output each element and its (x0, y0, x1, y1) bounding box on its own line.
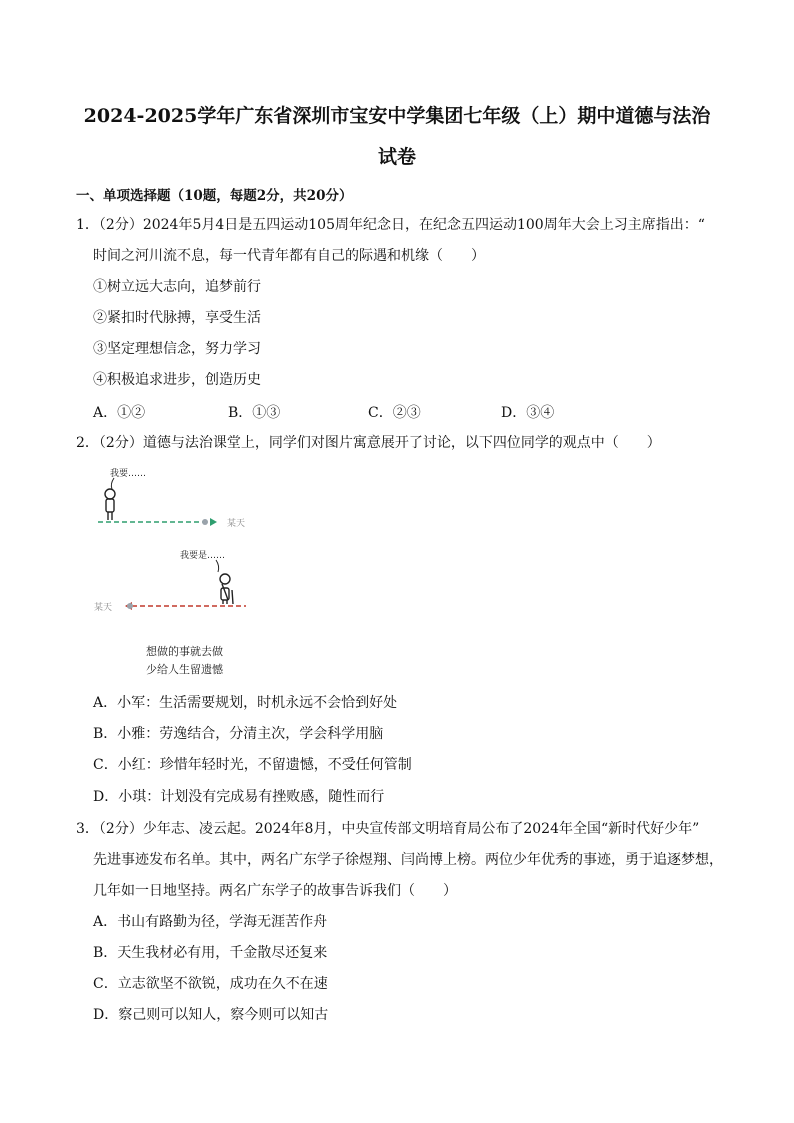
q2-option-a[interactable]: A．小军：生活需要规划，时机永远不会恰到好处 (93, 695, 398, 711)
q3-stem-line3: 几年如一日地坚持。两名广东学子的故事告诉我们（ ） (93, 883, 457, 899)
q2-option-d[interactable]: D．小琪：计划没有完成易有挫败感，随性而行 (93, 789, 385, 805)
q2-option-c[interactable]: C．小红：珍惜年轻时光，不留遗憾，不受任何管制 (93, 757, 412, 773)
q2-option-b[interactable]: B．小雅：劳逸结合，分清主次，学会科学用脑 (93, 726, 384, 742)
q3-option-a[interactable]: A．书山有路勤为径，学海无涯苦作舟 (93, 914, 328, 930)
caption-line1: 想做的事就去做 (146, 645, 223, 658)
q2-illustration (86, 462, 286, 682)
exam-title-line1: 2024-2025学年广东省深圳市宝安中学集团七年级（上）期中道德与法治 (83, 105, 711, 127)
q1-option-a[interactable]: A．①② (93, 405, 146, 421)
caption-line2: 少给人生留遗憾 (146, 663, 223, 676)
q1-stem-line1: 1．（2分）2024年5月4日是五四运动105周年纪念日，在纪念五四运动100周年大会上习主席指出：“ (76, 217, 705, 233)
q3-option-b[interactable]: B．天生我材必有用，千金散尽还复来 (93, 945, 328, 961)
label-top-text: 某天 (227, 519, 246, 529)
q3-stem-line1: 3．（2分）少年志、凌云起。2024年8月，中央宣传部文明培育局公布了2024年全国“新时代好少年” (76, 821, 700, 837)
q1-statement: ②紧扣时代脉搏，享受生活 (93, 310, 261, 326)
q1-option-c[interactable]: C．②③ (368, 405, 421, 421)
q3-option-c[interactable]: C．立志欲坚不欲锐，成功在久不在速 (93, 976, 328, 992)
q1-option-b[interactable]: B．①③ (228, 405, 281, 421)
bubble-top-text: 我要…… (110, 469, 147, 479)
q2-illustration-svg (86, 462, 286, 682)
bubble-bottom-text: 我要是…… (180, 551, 226, 561)
exam-title-line2: 试卷 (377, 146, 416, 168)
q2-stem-line1: 2．（2分）道德与法治课堂上，同学们对图片寓意展开了讨论，以下四位同学的观点中（ ） (76, 435, 661, 451)
q3-stem-line2: 先进事迹发布名单。其中，两名广东学子徐煜翔、闫尚博上榜。两位少年优秀的事迹，勇于追逐梦想， (93, 852, 723, 868)
q3-option-d[interactable]: D．察己则可以知人，察今则可以知古 (93, 1007, 329, 1023)
label-bottom-text: 某天 (94, 603, 113, 613)
q1-options (93, 402, 733, 422)
q1-statement: ①树立远大志向，追梦前行 (93, 279, 261, 295)
section-heading: 一、单项选择题（10题，每题2分，共20分） (76, 188, 353, 204)
q1-statement: ③坚定理想信念，努力学习 (93, 341, 261, 357)
q1-option-d[interactable]: D．③④ (501, 405, 555, 421)
q1-statement: ④积极追求进步，创造历史 (93, 372, 261, 388)
q1-stem-line2: 时间之河川流不息，每一代青年都有自己的际遇和机缘（ ） (93, 248, 485, 264)
